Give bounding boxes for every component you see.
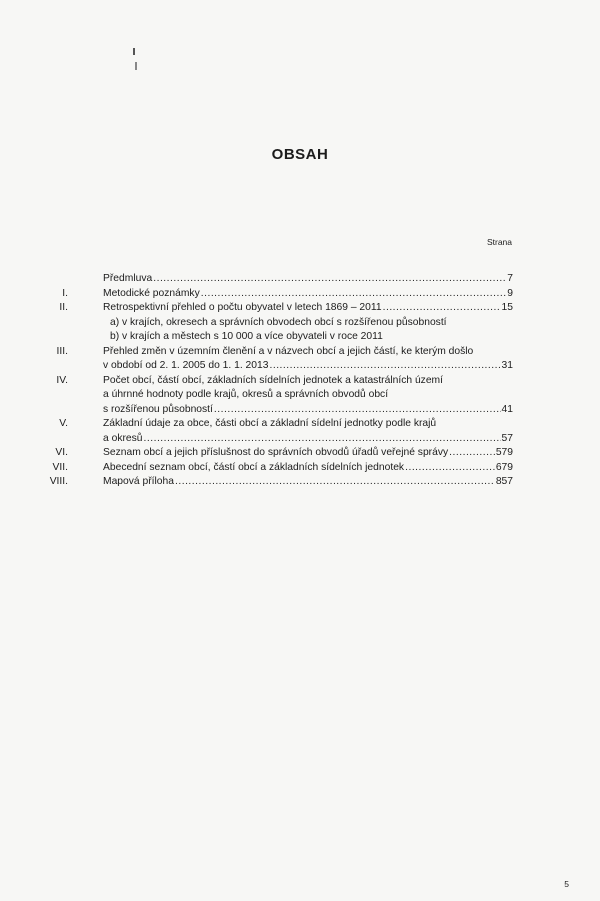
toc-entry-title: Retrospektivní přehled o počtu obyvatel v letech 1869 – 2011 — [103, 302, 382, 313]
toc-line-with-page — [103, 301, 513, 316]
toc-entry-page: 579 — [495, 447, 513, 458]
toc-line-with-page — [103, 272, 513, 287]
table-of-contents — [0, 272, 600, 490]
toc-line-with-page — [103, 403, 513, 418]
toc-entry-title: a úhrnné hodnoty podle krajů, okresů a správních obvodů obcí — [103, 389, 389, 400]
toc-entry-page: 857 — [495, 476, 513, 487]
dot-leader — [144, 432, 501, 447]
toc-entry — [0, 461, 600, 476]
toc-entry-title: a okresů — [103, 432, 143, 444]
toc-entry-number: I. — [62, 287, 68, 299]
page-column-label: Strana — [486, 237, 512, 247]
dot-leader — [201, 287, 507, 302]
toc-entry-number: VI. — [55, 447, 68, 458]
toc-entry-title: Seznam obcí a jejich příslušnost do správních obvodů úřadů veřejné správy — [103, 447, 449, 458]
toc-entry — [0, 345, 600, 374]
dot-leader — [383, 301, 501, 316]
toc-entry — [0, 301, 600, 345]
toc-line — [103, 345, 513, 360]
scan-mark — [133, 48, 135, 55]
toc-entry-title: Metodické poznámky — [103, 287, 200, 299]
toc-line-with-page — [103, 432, 513, 447]
toc-entry — [0, 417, 600, 446]
toc-entry-title: Počet obcí, částí obcí, základních sídelních jednotek a katastrálních území — [103, 374, 443, 386]
toc-entry-title: Předmluva — [103, 273, 153, 284]
toc-entry-title: v období od 2. 1. 2005 do 1. 1. 2013 — [103, 360, 269, 371]
toc-entry-title: Přehled změn v územním členění a v názvech obcí a jejich částí, ke kterým došlo — [103, 345, 474, 357]
dot-leader — [449, 446, 495, 461]
toc-entry-page: 31 — [501, 360, 513, 371]
toc-entry-title: a) v krajích, okresech a správních obvodech obcí s rozšířenou působností — [110, 316, 447, 328]
toc-entry-title: Základní údaje za obce, části obcí a základní sídelní jednotky podle krajů — [103, 418, 437, 429]
toc-entry-number: IV. — [56, 374, 68, 386]
toc-line-with-page — [103, 359, 513, 374]
toc-entry — [0, 374, 600, 418]
toc-entry-page: 57 — [501, 432, 513, 444]
toc-line — [103, 417, 513, 432]
toc-line — [103, 388, 513, 403]
toc-entry — [0, 272, 600, 287]
toc-line-with-page — [103, 446, 513, 461]
toc-entry-page: 41 — [501, 403, 513, 415]
toc-line — [103, 316, 513, 331]
toc-entry-title: Abecední seznam obcí, částí obcí a základních sídelních jednotek — [103, 461, 405, 473]
toc-entry-page: 7 — [507, 273, 513, 284]
toc-entry — [0, 446, 600, 461]
dot-leader — [175, 475, 495, 490]
scan-mark — [135, 62, 137, 70]
dot-leader — [153, 272, 506, 287]
toc-entry-page: 9 — [507, 287, 513, 299]
toc-line — [103, 330, 513, 345]
toc-entry-number: V. — [59, 418, 68, 429]
dot-leader — [269, 359, 500, 374]
toc-entry-title: Mapová příloha — [103, 476, 174, 487]
dot-leader — [214, 403, 501, 418]
toc-entry-number: VII. — [52, 461, 68, 473]
toc-entry-number: III. — [56, 345, 68, 357]
dot-leader — [405, 461, 495, 476]
page-title: OBSAH — [271, 146, 329, 163]
toc-entry — [0, 287, 600, 302]
toc-line-with-page — [103, 461, 513, 476]
toc-line-with-page — [103, 475, 513, 490]
page-number: 5 — [564, 879, 569, 889]
toc-line-with-page — [103, 287, 513, 302]
toc-entry — [0, 475, 600, 490]
toc-entry-page: 15 — [501, 302, 513, 313]
toc-entry-title: b) v krajích a městech s 10 000 a více obyvateli v roce 2011 — [110, 331, 383, 342]
toc-entry-number: II. — [59, 302, 68, 313]
toc-entry-number: VIII. — [49, 476, 68, 487]
toc-entry-page: 679 — [495, 461, 513, 473]
toc-entry-title: s rozšířenou působností — [103, 403, 213, 415]
toc-line — [103, 374, 513, 389]
